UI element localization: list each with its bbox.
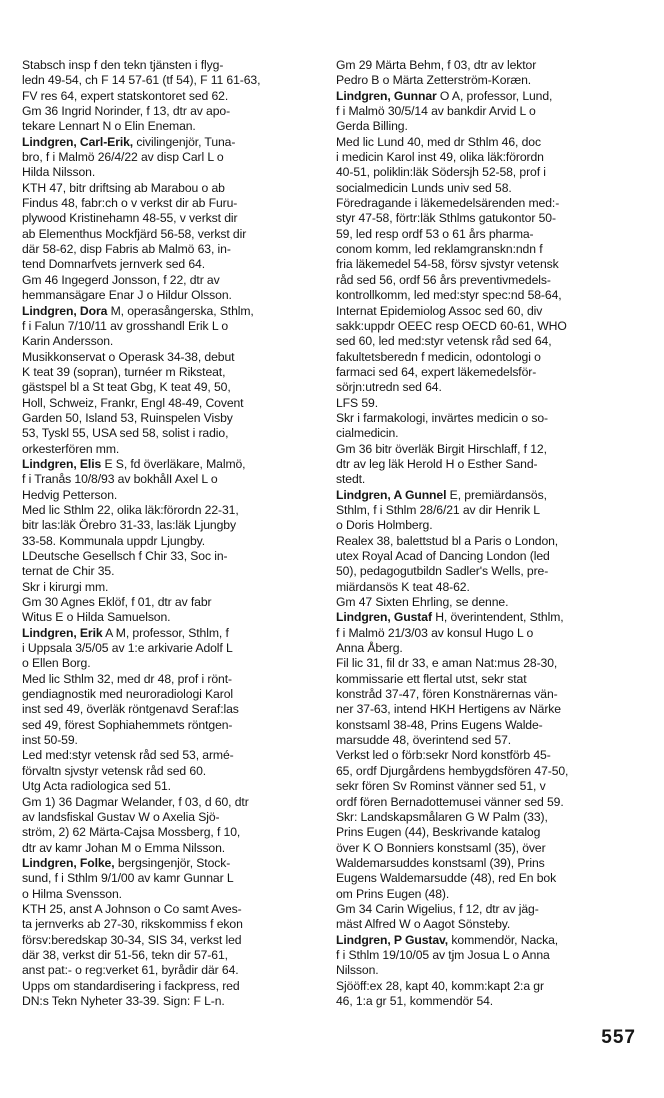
text-line <box>336 810 646 825</box>
text-line <box>22 779 332 794</box>
line-text: Anna Åberg. <box>336 641 403 656</box>
line-text: E S, fd överläkare, Malmö, <box>101 456 246 471</box>
line-text: o Hilma Svensson. <box>22 886 122 901</box>
line-text: Pedro B o Märta Zetterström-Koræn. <box>336 73 532 88</box>
text-line <box>336 472 646 487</box>
text-line <box>336 748 646 763</box>
line-text: f i Tranås 10/8/93 av bokhålI Axel L o <box>22 472 218 487</box>
line-text: ner 37-63, intend HKH Hertigens av Närke <box>336 702 561 717</box>
line-text: bro, f i Malmö 26/4/22 av disp Carl L o <box>22 150 224 165</box>
line-text: tekare Lennart N o Elin Eneman. <box>22 119 196 134</box>
entry-name: Lindgren, Erik <box>22 625 103 640</box>
line-text: Musikkonservat o Operask 34-38, debut <box>22 349 235 364</box>
text-line <box>336 948 646 963</box>
line-text: 65, ordf Djurgårdens hembygdsfören 47-50, <box>336 763 569 778</box>
text-line <box>22 257 332 272</box>
text-line <box>336 626 646 641</box>
line-text: försv:beredskap 30-34, SIS 34, verkst led <box>22 932 242 947</box>
line-text: Prins Eugen (44), Beskrivande katalog <box>336 825 541 840</box>
text-line <box>336 350 646 365</box>
line-text: Realex 38, balettstud bl a Paris o London, <box>336 533 559 548</box>
text-line <box>336 534 646 549</box>
text-line <box>22 641 332 656</box>
entry-name: Lindgren, Gunnar <box>336 88 437 103</box>
line-text: konstsaml 38-48, Prins Eugens Walde- <box>336 717 543 732</box>
line-text: cialmedicin. <box>336 426 399 441</box>
line-text: över K O Bonniers konstsaml (35), över <box>336 840 546 855</box>
line-text: utex Royal Acad of Dancing London (led <box>336 549 550 563</box>
right-column <box>336 58 646 1009</box>
line-text: Hedvig Petterson. <box>22 487 118 502</box>
text-line <box>22 718 332 733</box>
text-line <box>336 411 646 426</box>
entry-name: Lindgren, P Gustav, <box>336 932 449 947</box>
line-text: sekr fören Sv Rominst vänner sed 51, v <box>336 779 546 794</box>
line-text: Utg Acta radiologica sed 51. <box>22 779 171 794</box>
line-text: Gm 36 bitr överläk Birgit Hirschlaff, f 12, <box>336 441 547 456</box>
text-line <box>336 825 646 840</box>
line-text: gästspel bl a St teat Gbg, K teat 49, 50, <box>22 380 231 395</box>
text-line <box>336 150 646 165</box>
line-text: f i Sthlm 19/10/05 av tjm Josua L o Anna <box>336 947 550 962</box>
text-line <box>336 442 646 457</box>
line-text: KTH 25, anst A Johnson o Co samt Aves- <box>22 901 242 916</box>
text-line <box>22 656 332 671</box>
text-line <box>22 211 332 226</box>
text-line <box>336 841 646 856</box>
line-text: råd sed 56, ordf 56 års preventivmedels- <box>336 272 551 287</box>
line-text: 50), pedagogutbildn Sadler's Wells, pre- <box>336 564 549 579</box>
text-line <box>336 580 646 595</box>
text-line <box>336 181 646 196</box>
line-text: tend Domnarfvets jernverk sed 64. <box>22 257 205 272</box>
text-line <box>336 503 646 518</box>
line-text: A M, professor, Sthlm, f <box>102 625 229 640</box>
line-text: Eugens Waldemarsudde (48), red En bok <box>336 871 557 886</box>
line-text: sakk:uppdr OEEC resp OECD 60-61, WHO <box>336 318 567 333</box>
entry-heading-line <box>336 610 646 625</box>
text-line <box>336 902 646 917</box>
left-column <box>22 58 332 1009</box>
text-line <box>336 196 646 211</box>
text-line <box>336 365 646 380</box>
text-line <box>336 887 646 902</box>
line-text: orkesterfören mm. <box>22 441 120 456</box>
text-line <box>336 518 646 533</box>
text-line <box>22 104 332 119</box>
text-line <box>336 718 646 733</box>
line-text: av landsfiskal Gustav W o Axelia Sjö- <box>22 809 220 824</box>
text-line <box>336 227 646 242</box>
text-line <box>336 595 646 610</box>
line-text: inst sed 49, överläk röntgenavd Seraf:las <box>22 702 239 717</box>
text-line <box>22 488 332 503</box>
text-line <box>22 917 332 932</box>
line-text: Karin Andersson. <box>22 334 114 349</box>
line-text: fria läkemedel 54-58, försv sjvstyr vetensk <box>336 257 559 272</box>
text-line <box>22 549 332 564</box>
entry-heading-line <box>22 856 332 871</box>
text-line <box>22 871 332 886</box>
text-line <box>22 150 332 165</box>
text-line <box>336 702 646 717</box>
line-text: 59, led resp ordf 53 o 61 års pharma- <box>336 226 534 241</box>
text-line <box>336 334 646 349</box>
text-line <box>22 350 332 365</box>
line-text: Med lic Lund 40, med dr Sthlm 46, doc <box>336 134 541 149</box>
line-text: Skr i kirurgi mm. <box>22 579 109 594</box>
entry-name: Lindgren, A Gunnel <box>336 487 447 502</box>
text-line <box>336 457 646 472</box>
text-line <box>336 979 646 994</box>
line-text: DN:s Tekn Nyheter 33-39. Sign: F L-n. <box>22 993 225 1008</box>
line-text: Skr: Landskapsmålaren G W Palm (33), <box>336 809 548 824</box>
text-line <box>22 672 332 687</box>
text-line <box>22 319 332 334</box>
text-line <box>22 841 332 856</box>
text-line <box>22 902 332 917</box>
line-text: Gm 29 Märta Behm, f 03, dtr av lektor <box>336 58 537 72</box>
line-text: om Prins Eugen (48). <box>336 886 450 901</box>
line-text: socialmedicin Lunds univ sed 58. <box>336 180 512 195</box>
text-line <box>336 917 646 932</box>
entry-name: Lindgren, Dora <box>22 303 108 318</box>
line-text: O A, professor, Lund, <box>436 88 553 103</box>
line-text: Stabsch insp f den tekn tjänsten i flyg- <box>22 58 224 72</box>
text-line <box>336 687 646 702</box>
line-text: 46, 1:a gr 51, kommendör 54. <box>336 993 494 1008</box>
line-text: kontrollkomm, led med:styr spec:nd 58-64, <box>336 288 562 303</box>
line-text: LFS 59. <box>336 395 378 410</box>
entry-name: Lindgren, Gustaf <box>336 610 432 625</box>
text-line <box>22 610 332 625</box>
line-text: Gm 36 Ingrid Norinder, f 13, dtr av apo- <box>22 104 231 119</box>
text-line <box>336 994 646 1009</box>
text-line <box>336 242 646 257</box>
text-line <box>336 119 646 134</box>
text-line <box>22 165 332 180</box>
text-line <box>22 887 332 902</box>
text-line <box>22 595 332 610</box>
line-text: konstråd 37-47, fören Konstnärernas vän- <box>336 687 558 702</box>
text-line <box>336 856 646 871</box>
line-text: kommendör, Nacka, <box>448 932 559 947</box>
text-line <box>22 748 332 763</box>
line-text: stedt. <box>336 472 366 487</box>
line-text: Led med:styr vetensk råd sed 53, armé- <box>22 748 234 763</box>
text-line <box>22 442 332 457</box>
text-line <box>22 380 332 395</box>
text-line <box>22 825 332 840</box>
line-text: Gm 46 Ingegerd Jonsson, f 22, dtr av <box>22 272 220 287</box>
line-text: fakultetsberedn f medicin, odontologi o <box>336 349 541 364</box>
line-text: o Doris Holmberg. <box>336 518 433 533</box>
text-line <box>336 549 646 564</box>
line-text: ordf fören Bernadottemusei vänner sed 59. <box>336 794 564 809</box>
line-text: förvaltn sjvstyr vetensk råd sed 60. <box>22 763 207 778</box>
line-text: mäst Alfred W o Aagot Sönsteby. <box>336 917 511 932</box>
text-line <box>336 58 646 73</box>
line-text: sund, f i Sthlm 9/1/00 av kamr Gunnar L <box>22 871 234 886</box>
text-line <box>22 89 332 104</box>
text-line <box>22 73 332 88</box>
entry-heading-line <box>336 89 646 104</box>
text-line <box>336 211 646 226</box>
text-line <box>22 764 332 779</box>
line-text: hemmansägare Enar J o Hildur Olsson. <box>22 288 232 303</box>
line-text: i medicin Karol inst 49, olika läk:förordn <box>336 150 544 165</box>
text-line <box>22 58 332 73</box>
text-line <box>22 288 332 303</box>
line-text: Witus E o Hilda Samuelson. <box>22 610 171 625</box>
line-text: FV res 64, expert statskontoret sed 62. <box>22 88 229 103</box>
line-text: Nilsson. <box>336 963 379 978</box>
line-text: där 38, verkst dir 51-56, tekn dir 57-61, <box>22 947 228 962</box>
text-line <box>22 503 332 518</box>
line-text: Verkst led o förb:sekr Nord konstförb 45- <box>336 748 551 763</box>
text-line <box>336 165 646 180</box>
line-text: Waldemarsuddes konstsaml (39), Prins <box>336 855 545 870</box>
line-text: 40-51, poliklin:läk Södersjh 52-58, prof i <box>336 165 546 180</box>
line-text: Med lic Sthlm 22, olika läk:förordn 22-31, <box>22 502 239 517</box>
page-number: 557 <box>601 1027 636 1048</box>
line-text: anst pat:- o reg:verket 61, byrådir där 64. <box>22 963 239 978</box>
entry-heading-line <box>22 304 332 319</box>
line-text: f i Malmö 21/3/03 av konsul Hugo L o <box>336 625 534 640</box>
text-line <box>336 426 646 441</box>
line-text: farmaci sed 64, expert läkemedelsför- <box>336 364 537 379</box>
text-line <box>22 119 332 134</box>
text-line <box>22 181 332 196</box>
line-text: Föredragande i läkemedelsärenden med:- <box>336 196 560 211</box>
text-line <box>336 104 646 119</box>
line-text: Holl, Schweiz, Frankr, Engl 48-49, Covent <box>22 395 244 410</box>
line-text: sed 49, förest Sophiahemmets röntgen- <box>22 717 233 732</box>
line-text: där 58-62, disp Fabris ab Malmö 63, in- <box>22 242 231 257</box>
line-text: Garden 50, Island 53, Ruinspelen Visby <box>22 410 233 425</box>
line-text: Sjööff:ex 28, kapt 40, komm:kapt 2:a gr <box>336 978 544 993</box>
line-text: Findus 48, fabr:ch o v verkst dir ab Furu- <box>22 196 238 211</box>
line-text: civilingenjör, Tuna- <box>133 134 236 149</box>
text-line <box>22 948 332 963</box>
text-line <box>22 979 332 994</box>
line-text: 33-58. Kommunala uppdr Ljungby. <box>22 533 205 548</box>
line-text: kommissarie ett flertal utst, sekr stat <box>336 671 527 686</box>
text-line <box>22 227 332 242</box>
text-line <box>22 564 332 579</box>
line-text: bergsingenjör, Stock- <box>114 855 231 870</box>
line-text: Upps om standardisering i fackpress, red <box>22 978 240 993</box>
line-text: dtr av kamr Johan M o Emma Nilsson. <box>22 840 226 855</box>
line-text: LDeutsche Gesellsch f Chir 33, Soc in- <box>22 549 228 563</box>
text-line <box>336 319 646 334</box>
text-line <box>22 994 332 1009</box>
text-line <box>336 795 646 810</box>
line-text: Med lic Sthlm 32, med dr 48, prof i rönt- <box>22 671 232 686</box>
text-line <box>22 687 332 702</box>
line-text: o Ellen Borg. <box>22 656 91 671</box>
text-line <box>336 304 646 319</box>
text-line <box>22 334 332 349</box>
line-text: conom komm, led reklamgranskn:ndn f <box>336 242 543 257</box>
line-text: dtr av leg läk Herold H o Esther Sand- <box>336 456 538 471</box>
line-text: Sthlm, f i Sthlm 28/6/21 av dir Henrik L <box>336 502 540 517</box>
entry-heading-line <box>22 135 332 150</box>
text-line <box>336 135 646 150</box>
text-line <box>22 273 332 288</box>
line-text: Gm 34 Carin Wigelius, f 12, dtr av jäg- <box>336 901 539 916</box>
line-text: ternat de Chir 35. <box>22 564 115 579</box>
text-line <box>22 426 332 441</box>
text-line <box>22 795 332 810</box>
line-text: ledn 49-54, ch F 14 57-61 (tf 54), F 11 61-63, <box>22 73 261 88</box>
text-line <box>336 963 646 978</box>
line-text: plywood Kristinehamn 48-55, v verkst dir <box>22 211 238 226</box>
text-line <box>22 518 332 533</box>
text-line <box>336 764 646 779</box>
text-line <box>22 196 332 211</box>
line-text: K teat 39 (sopran), turnéer m Riksteat, <box>22 364 226 379</box>
line-text: styr 47-58, förtr:läk Sthlms gatukontor 50- <box>336 211 556 226</box>
entry-name: Lindgren, Elis <box>22 456 102 471</box>
line-text: miärdansös K teat 48-62. <box>336 579 470 594</box>
line-text: i Uppsala 3/5/05 av 1:e arkivarie Adolf L <box>22 641 233 656</box>
text-line <box>336 564 646 579</box>
line-text: f i Falun 7/10/11 av grosshandl Erik L o <box>22 318 229 333</box>
text-line <box>336 396 646 411</box>
entry-heading-line <box>22 457 332 472</box>
line-text: Gm 30 Agnes Eklöf, f 01, dtr av fabr <box>22 595 212 610</box>
text-line <box>22 733 332 748</box>
line-text: ström, 2) 62 Märta-Cajsa Mossberg, f 10, <box>22 825 241 840</box>
line-text: f i Malmö 30/5/14 av bankdir Arvid L o <box>336 104 536 119</box>
line-text: Gm 1) 36 Dagmar Welander, f 03, d 60, dtr <box>22 794 249 809</box>
text-line <box>336 273 646 288</box>
text-line <box>336 779 646 794</box>
text-line <box>336 871 646 886</box>
text-line <box>22 411 332 426</box>
text-line <box>336 288 646 303</box>
line-text: ta jernverks ab 27-30, rikskommiss f ekon <box>22 917 243 932</box>
line-text: Internat Epidemiolog Assoc sed 60, div <box>336 303 543 318</box>
line-text: Fil lic 31, fil dr 33, e aman Nat:mus 28-30, <box>336 656 558 671</box>
line-text: KTH 47, bitr driftsing ab Marabou o ab <box>22 180 225 195</box>
text-line <box>22 396 332 411</box>
text-line <box>22 810 332 825</box>
entry-heading-line <box>22 626 332 641</box>
text-line <box>336 641 646 656</box>
line-text: inst 50-59. <box>22 733 78 748</box>
line-text: Gm 47 Sixten Ehrling, se denne. <box>336 595 509 610</box>
entry-name: Lindgren, Carl-Erik, <box>22 134 134 149</box>
line-text: ab Elementhus Mockfjärd 56-58, verkst dir <box>22 226 247 241</box>
line-text: marsudde 48, överintend sed 57. <box>336 733 512 748</box>
text-line <box>336 257 646 272</box>
text-line <box>336 380 646 395</box>
text-line <box>22 365 332 380</box>
line-text: 53, Tyskl 55, USA sed 58, solist i radio, <box>22 426 229 441</box>
line-text: E, premiärdansös, <box>446 487 547 502</box>
line-text: Hilda Nilsson. <box>22 165 96 180</box>
text-line <box>336 73 646 88</box>
line-text: gendiagnostik med neuroradiologi Karol <box>22 687 233 702</box>
entry-heading-line <box>336 933 646 948</box>
text-line <box>22 472 332 487</box>
text-line <box>336 672 646 687</box>
text-line <box>22 702 332 717</box>
text-line <box>22 963 332 978</box>
entry-heading-line <box>336 488 646 503</box>
text-line <box>22 580 332 595</box>
line-text: sörjn:utredn sed 64. <box>336 380 442 395</box>
text-line <box>336 656 646 671</box>
line-text: sed 60, led med:styr vetensk råd sed 64, <box>336 334 552 349</box>
text-line <box>22 534 332 549</box>
line-text: H, överintendent, Sthlm, <box>431 610 564 625</box>
text-line <box>336 733 646 748</box>
line-text: bitr las:läk Örebro 31-33, las:läk Ljungby <box>22 518 236 533</box>
text-line <box>22 933 332 948</box>
entry-name: Lindgren, Folke, <box>22 855 115 870</box>
line-text: Gerda Billing. <box>336 119 408 134</box>
line-text: Skr i farmakologi, invärtes medicin o so- <box>336 410 548 425</box>
text-line <box>22 242 332 257</box>
line-text: M, operasångerska, Sthlm, <box>107 303 254 318</box>
